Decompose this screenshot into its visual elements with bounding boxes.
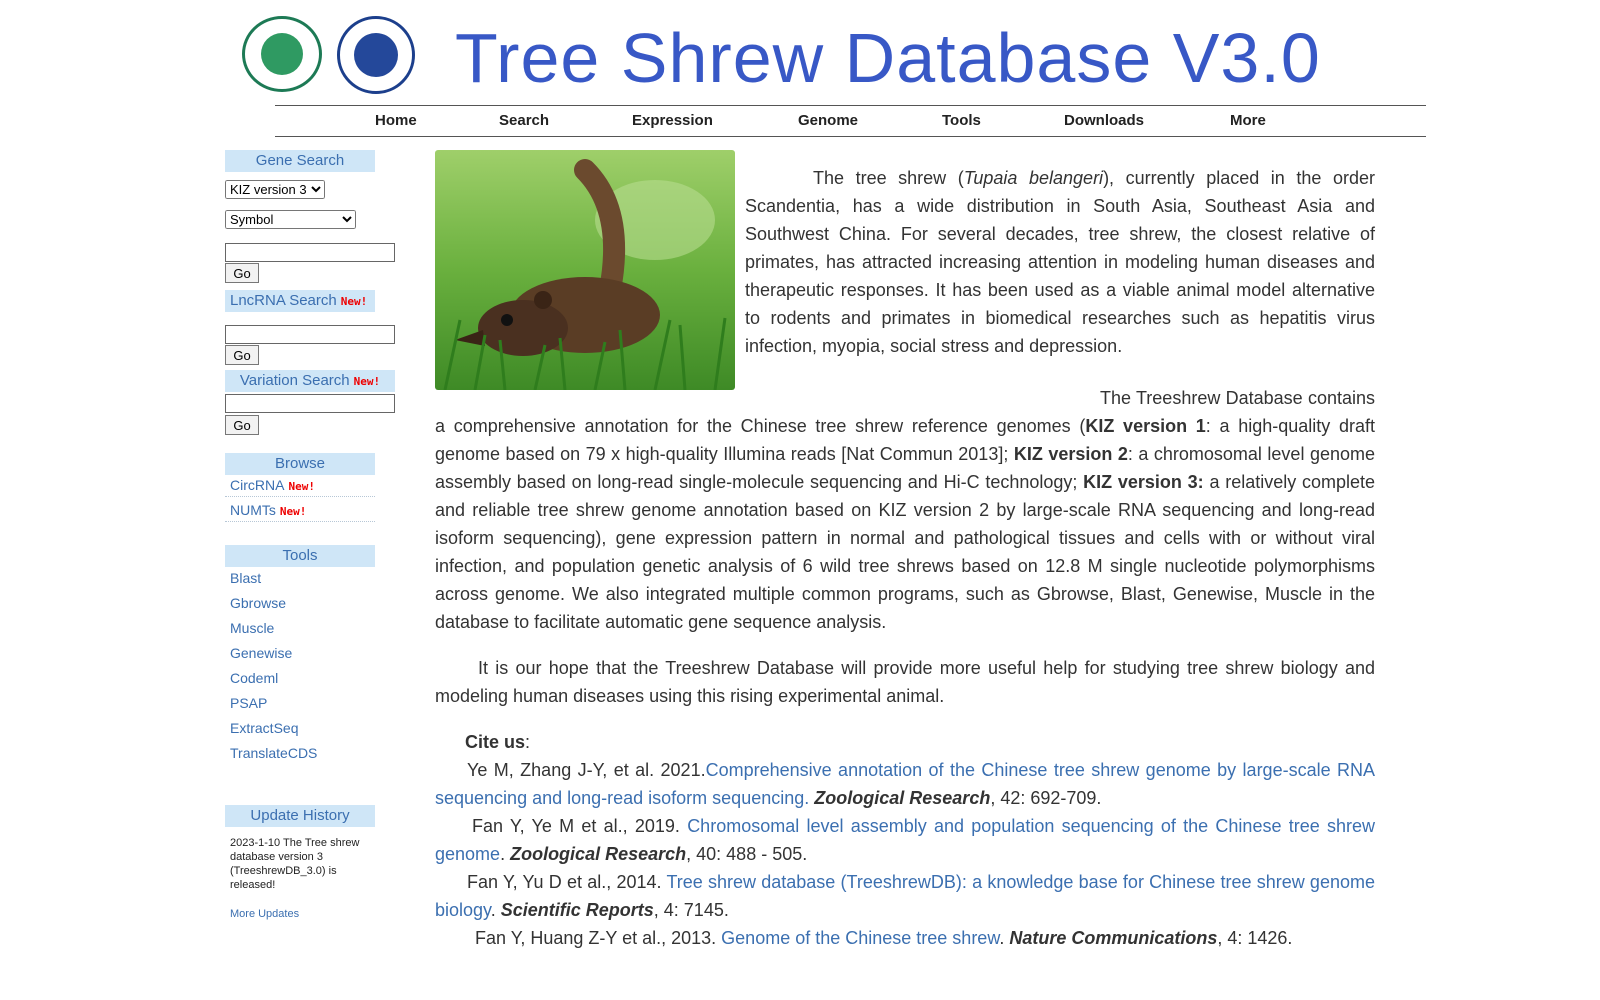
citation-authors: Fan Y, Yu D et al., 2014. — [467, 872, 667, 892]
cite-heading: Cite us: — [465, 732, 531, 752]
lncrna-search-input[interactable] — [225, 325, 395, 344]
tools-heading: Tools — [225, 545, 375, 567]
variation-search-input[interactable] — [225, 394, 395, 413]
kiz-v2-label: KIZ version 2 — [1013, 444, 1128, 464]
new-badge: New! — [279, 505, 307, 518]
tool-muscle-link[interactable]: Muscle — [230, 620, 275, 636]
browse-numts-label: NUMTs — [230, 502, 276, 518]
tool-psap-link[interactable]: PSAP — [230, 695, 268, 711]
kiz-logo — [242, 16, 322, 92]
gene-search-go-button[interactable]: Go — [225, 263, 259, 283]
citation-link[interactable]: Comprehensive annotation of the Chinese tree shrew genome by large-scale RNA sequencing and long-read isoform sequencing. — [435, 760, 1376, 808]
update-history-heading: Update History — [225, 805, 375, 827]
kiz-v1-label: KIZ version 1 — [1085, 416, 1206, 436]
citation-details: , 4: 7145. — [653, 900, 729, 920]
db-text-c: : a chromosomal level genome assembly based on long-read single-molecule sequencing and Hi-C technology; — [435, 444, 1375, 492]
variation-search-label: Variation Search — [239, 372, 350, 389]
hope-paragraph: It is our hope that the Treeshrew Database will provide more useful help for studying tree shrew biology and modeling human diseases using this rising experimental animal. — [435, 658, 1375, 706]
nav-search[interactable]: Search — [499, 112, 550, 129]
citation — [435, 756, 1375, 812]
gene-search-input[interactable] — [225, 243, 395, 262]
tool-codeml-link[interactable]: Codeml — [230, 670, 279, 686]
citation-details: , 40: 488 - 505. — [686, 844, 808, 864]
citation: Fan Y, Huang Z-Y et al., 2013. Genome of the Chinese tree shrew. Nature Communications, 4: 1426. — [475, 928, 1293, 948]
nav-tools[interactable]: Tools — [942, 112, 981, 129]
citation-authors: Fan Y, Huang Z-Y et al., 2013. — [475, 928, 722, 948]
database-paragraph — [435, 384, 1375, 636]
citation-authors: Ye M, Zhang J-Y, et al. 2021. — [467, 760, 706, 780]
new-badge: New! — [288, 480, 315, 493]
browse-circrna-link[interactable] — [230, 477, 315, 493]
lncrna-search-go-button[interactable]: Go — [225, 345, 259, 365]
divider — [225, 496, 375, 497]
tree-shrew-image — [435, 150, 735, 390]
genome-version-select[interactable] — [225, 180, 325, 199]
kiz-v3-label: KIZ version 3: — [1083, 472, 1204, 492]
citation-details: , 42: 692-709. — [990, 788, 1102, 808]
gene-search-heading: Gene Search — [225, 150, 375, 172]
nav-home[interactable]: Home — [375, 112, 417, 129]
main-nav — [275, 105, 1426, 137]
citation-journal: Scientific Reports — [500, 900, 654, 920]
lncrna-search-heading — [225, 290, 375, 312]
citation-journal: Nature Communications — [1009, 928, 1218, 948]
db-text-a: The Treeshrew Database contains a comprehensive annotation for the Chinese tree shrew reference genomes ( — [435, 388, 1375, 436]
tool-blast-link[interactable]: Blast — [230, 570, 262, 586]
citation: Fan Y, Yu D et al., 2014. Tree shrew database (TreeshrewDB): a knowledge base for Chinese tree shrew genome biology. Scientific Reports, 4: 7145. — [435, 872, 1375, 920]
tree-shrew-photo — [435, 150, 735, 390]
db-text-b: : a high-quality draft genome based on 79 x high-quality Illumina reads [Nat Commun 2013]; — [435, 416, 1375, 464]
citation-link[interactable]: Tree shrew database (TreeshrewDB): a knowledge base for Chinese tree shrew genome biology — [435, 872, 1375, 920]
intro-text-a: The tree shrew ( — [813, 168, 964, 188]
divider — [225, 521, 375, 522]
variation-search-go-button[interactable]: Go — [225, 415, 259, 435]
nav-expression[interactable]: Expression — [632, 112, 713, 129]
browse-numts-link[interactable] — [230, 502, 306, 518]
update-entry: 2023-1-10 The Tree shrew database version 3 (TreeshrewDB_3.0) is released! — [230, 837, 360, 891]
citation-journal: Zoological Research — [510, 844, 687, 864]
main-content — [435, 150, 1375, 952]
cas-logo — [337, 16, 415, 94]
citation-link[interactable]: Chromosomal level assembly and population sequencing of the Chinese tree shrew genome — [435, 816, 1375, 864]
more-updates-link[interactable]: More Updates — [230, 908, 300, 920]
tool-genewise-link[interactable]: Genewise — [230, 645, 293, 661]
nav-downloads[interactable]: Downloads — [1064, 112, 1145, 129]
tool-gbrowse-link[interactable]: Gbrowse — [230, 595, 287, 611]
nav-more[interactable]: More — [1230, 112, 1266, 129]
citation-link[interactable]: Genome of the Chinese tree shrew — [721, 928, 1000, 948]
citation-authors: Fan Y, Ye M et al., 2019. — [472, 816, 688, 836]
citation-journal: Zoological Research — [814, 788, 991, 808]
new-badge: New! — [340, 295, 368, 308]
browse-heading: Browse — [225, 453, 375, 475]
search-field-select[interactable] — [225, 210, 356, 229]
browse-circrna-label: CircRNA — [230, 477, 285, 493]
citation: Fan Y, Ye M et al., 2019. Chromosomal level assembly and population sequencing of the Chinese tree shrew genome. Zoological Research, 40: 488 - 505. — [435, 816, 1375, 864]
new-badge: New! — [353, 375, 381, 388]
tool-extractseq-link[interactable]: ExtractSeq — [230, 720, 299, 736]
db-text-d: a relatively complete and reliable tree shrew genome annotation based on KIZ version 2 by large-scale RNA sequencing and long-read isoform sequencing), gene expression pattern in normal and pathological tissues and cells with or without viral infection, and population genetic analysis of 6 wild tree shrews based on 12.8 M single nucleotide polymorphisms across genome. We also integrated multiple common programs, such as Gbrowse, Blast, Genewise, Muscle in the database to facilitate automatic gene sequence analysis. — [435, 472, 1376, 632]
site-title: Tree Shrew Database V3.0 — [455, 19, 1321, 97]
nav-genome[interactable]: Genome — [798, 112, 859, 129]
cite-label: Cite us — [465, 732, 526, 752]
intro-text-b: ), currently placed in the order Scandentia, has a wide distribution in South Asia, Southeast Asia and Southwest China. For several decades, tree shrew, the closest relative of primates, has attracted increasing attention in modeling human diseases and therapeutic responses. It has been used as a viable animal model alternative to rodents and primates in biomedical researches such as hepatitis virus infection, myopia, social stress and depression. — [745, 168, 1375, 356]
citation-details: , 4: 1426. — [1217, 928, 1293, 948]
variation-search-heading — [225, 370, 395, 392]
lncrna-search-label: LncRNA Search — [230, 292, 337, 309]
tool-translatecds-link[interactable]: TranslateCDS — [230, 745, 318, 761]
species-name: Tupaia belangeri — [963, 168, 1104, 188]
